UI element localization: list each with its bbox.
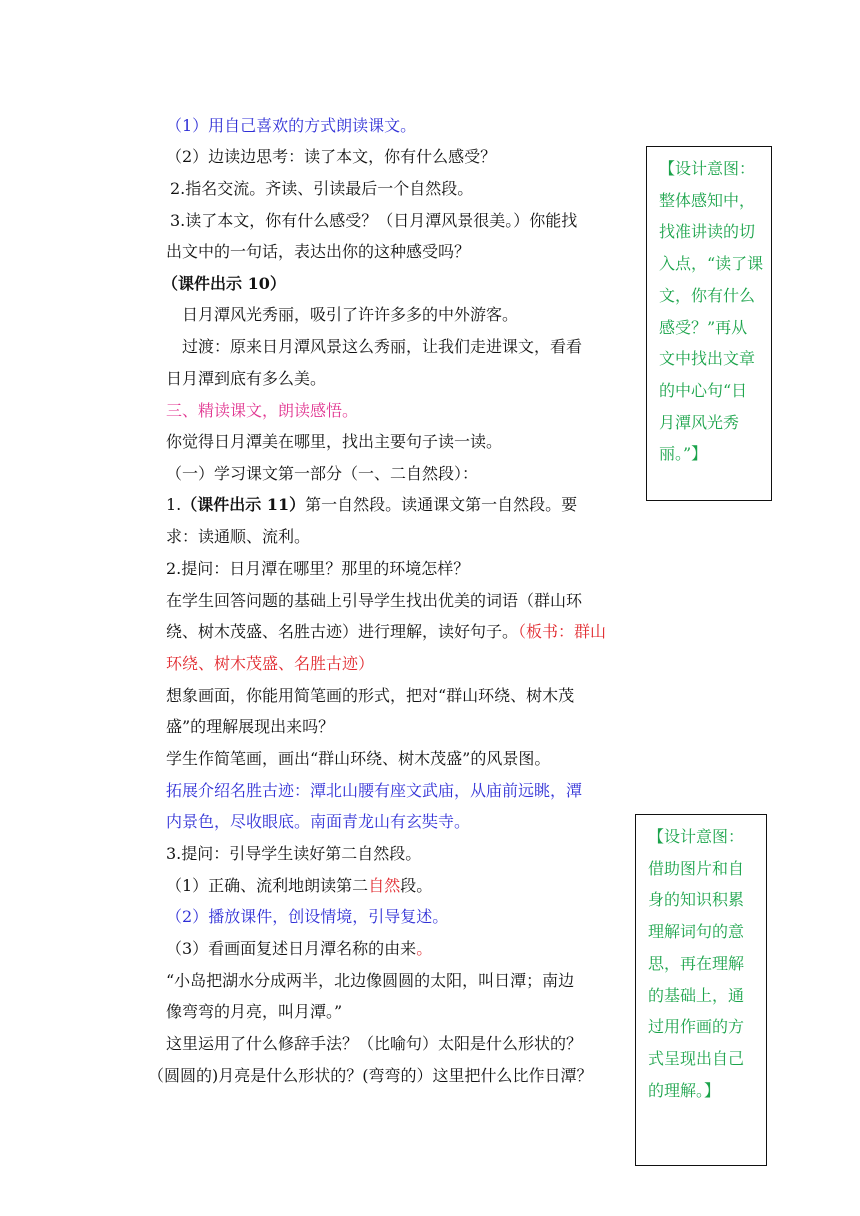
- section-heading: 三、精读课文，朗读感悟。: [166, 401, 359, 420]
- highlight-mark: 。: [416, 939, 433, 958]
- text-line: 你觉得日月潭美在哪里，找出主要句子读一读。: [166, 432, 503, 451]
- item-number: （2）: [166, 907, 209, 926]
- text-line: [166, 938, 432, 960]
- note-line: 思，再在理解: [648, 953, 745, 973]
- note-line: 文中找出文章: [659, 349, 756, 369]
- text-line: 拓展介绍名胜古迹：潭北山腰有座文武庙，从庙前远眺，潭: [166, 781, 583, 800]
- note-line: 理解词句的意: [648, 922, 745, 942]
- text-line: 这里运用了什么修辞手法？（比喻句）太阳是什么形状的？: [166, 1034, 583, 1053]
- note-line: 的理解。】: [648, 1080, 721, 1100]
- text-line: 求：读通顺、流利。: [166, 527, 311, 546]
- text-line: [166, 494, 577, 516]
- text-line: 过渡：原来日月潭风景这么秀丽，让我们走进课文，看看: [182, 337, 583, 356]
- text-line: （2）边读边思考：读了本文，你有什么感受？: [166, 147, 497, 166]
- note-line: 月潭风光秀: [659, 412, 740, 432]
- note-line: 入点，“读了课: [659, 254, 764, 274]
- design-intent-box-1: [646, 146, 772, 501]
- text-line: 日月潭到底有多么美。: [166, 369, 327, 388]
- note-line: 的基础上，通: [648, 985, 745, 1005]
- text-line: （圆圆的)月亮是什么形状的？(弯弯的）这里把什么比作日潭？: [148, 1066, 593, 1085]
- item-text: （3）看画面复述日月潭名称的由来: [166, 939, 417, 958]
- text-line: [166, 875, 432, 897]
- note-line: 借助图片和自: [648, 858, 745, 878]
- text-line: 2.提问：日月潭在哪里？那里的环境怎样？: [166, 559, 470, 578]
- note-line: 【设计意图：: [648, 827, 745, 846]
- highlight-word: 自然: [368, 876, 401, 895]
- text-line: 3.提问：引导学生读好第二自然段。: [166, 844, 422, 863]
- text-line: 2.指名交流。齐读、引读最后一个自然段。: [170, 179, 474, 198]
- item-text: （1）正确、流利地朗读第二: [166, 876, 369, 895]
- note-line: 【设计意图：: [659, 159, 756, 178]
- text-line: （一）学习课文第一部分（一、二自然段）：: [166, 464, 479, 483]
- text-line: [166, 906, 448, 928]
- item-number: 1.: [166, 495, 182, 514]
- text-line: 想象画面，你能用简笔画的形式，把对“群山环绕、树木茂: [166, 686, 575, 705]
- text-line: （1）用自己喜欢的方式朗读课文。: [166, 116, 417, 135]
- note-line: 过用作画的方: [648, 1017, 745, 1037]
- item-text: 绕、树木茂盛、名胜古迹）进行理解，读好句子。: [166, 622, 519, 641]
- note-line: 文，你有什么: [659, 285, 756, 305]
- note-line: 的中心句“日: [659, 380, 748, 400]
- blackboard-note: 环绕、树木茂盛、名胜古迹）: [166, 654, 375, 673]
- item-text: 段。: [400, 876, 433, 895]
- text-line: “小岛把湖水分成两半，北边像圆圆的太阳，叫日潭；南边: [166, 971, 575, 990]
- text-line: 出文中的一句话，表达出你的这种感受吗？: [166, 242, 471, 261]
- note-line: 整体感知中，: [659, 190, 756, 210]
- courseware-label: （课件出示 11）: [181, 495, 306, 514]
- item-text: 播放课件，创设情境，引导复述。: [208, 907, 449, 926]
- text-line: [166, 621, 606, 643]
- note-line: 找准讲读的切: [659, 222, 756, 242]
- text-line: 日月潭风光秀丽，吸引了许许多多的中外游客。: [182, 305, 519, 324]
- courseware-label: （课件出示 10）: [162, 274, 286, 293]
- note-line: 丽。”】: [659, 444, 708, 464]
- text-line: 学生作简笔画，画出“群山环绕、树木茂盛”的风景图。: [166, 749, 551, 768]
- note-line: 式呈现出自己: [648, 1048, 745, 1068]
- note-line: 身的知识积累: [648, 890, 745, 910]
- text-line: 3.读了本文，你有什么感受？（日月潭风景很美。）你能找: [170, 211, 578, 230]
- text-line: 内景色，尽收眼底。南面青龙山有玄奘寺。: [166, 812, 471, 831]
- text-line: 像弯弯的月亮，叫月潭。”: [166, 1002, 343, 1021]
- blackboard-note: （板书：群山: [518, 622, 607, 641]
- design-intent-box-2: [635, 814, 767, 1166]
- text-line: 盛”的理解展现出来吗？: [166, 717, 335, 736]
- item-text: 第一自然段。读通课文第一自然段。要: [305, 495, 578, 514]
- text-line: 在学生回答问题的基础上引导学生找出优美的词语（群山环: [166, 591, 583, 610]
- note-line: 感受？”再从: [659, 317, 748, 337]
